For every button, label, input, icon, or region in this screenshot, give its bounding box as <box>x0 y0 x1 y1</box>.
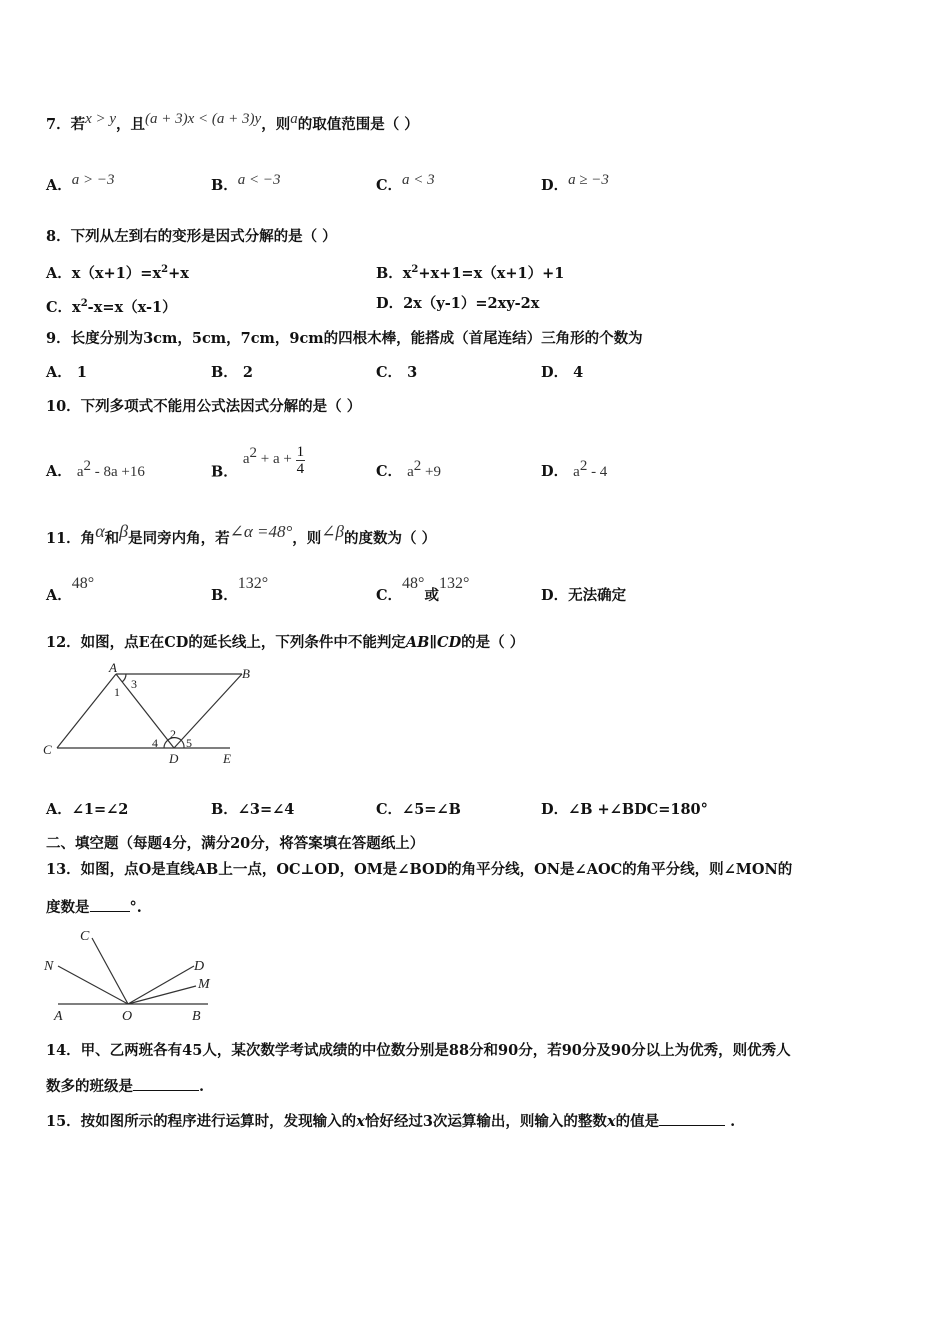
q13-figure <box>40 924 220 1024</box>
q8-option-b-sup: 2 <box>411 264 419 275</box>
q10-option-d-sup: 2 <box>579 458 588 474</box>
q11-stem <box>46 521 437 549</box>
q8-option-a-label: A． <box>46 264 72 282</box>
q7-option-b <box>211 172 281 196</box>
q12-option-c-label: C． <box>376 801 403 818</box>
q13-answer-blank[interactable] <box>90 911 130 912</box>
q15-text-mid: 恰好经过3次运算输出，则输入的整数 <box>364 1113 607 1130</box>
q11-condition: ∠α =48° <box>229 522 293 541</box>
q10-stem: 10．下列多项式不能用公式法因式分解的是（ ） <box>46 398 362 415</box>
q13-label-a: A <box>54 1009 63 1024</box>
q8-stem: 8．下列从左到右的变形是因式分解的是（ ） <box>46 228 337 245</box>
q7-option-b-label: B． <box>211 177 238 194</box>
q12-option-a <box>46 800 128 820</box>
q12-label-2: 2 <box>170 727 176 741</box>
q12-option-a-text: ∠1=∠2 <box>71 801 129 818</box>
q10-option-b-mid: + a + <box>257 450 296 467</box>
q12-label-1: 1 <box>114 685 120 699</box>
q11-option-c-value-1: 48° <box>402 575 425 592</box>
q9-option-d-value: 4 <box>573 364 584 381</box>
q8-option-d-label: D． <box>376 295 404 312</box>
q11-option-b <box>211 575 269 606</box>
q9-option-c-label: C． <box>376 364 403 381</box>
q12-figure <box>40 660 250 770</box>
q8-option-a <box>46 260 189 284</box>
q10-option-b-base: a <box>242 450 250 467</box>
q13-line-1: 13．如图，点O是直线AB上一点，OC⊥OD，OM是∠BOD的角平分线，ON是∠AOC的角平分线，则∠MON的 <box>46 861 793 878</box>
q13-label-m: M <box>198 977 210 992</box>
q10-option-a <box>46 456 145 482</box>
q7-option-b-expr: a < −3 <box>237 172 281 188</box>
q11-option-c-label: C． <box>376 587 403 604</box>
q12-label-5: 5 <box>186 736 192 750</box>
q8-option-a-sup: 2 <box>161 264 169 275</box>
q10-option-d-base: a <box>573 463 580 480</box>
q14-text-pre: 数多的班级是 <box>46 1078 133 1095</box>
q7-text-2: ，且 <box>116 116 146 133</box>
q11-option-c-or: 或 <box>424 587 439 604</box>
q12-label-c: C <box>43 742 52 757</box>
q11-option-b-value: 132° <box>237 575 269 592</box>
q10-option-d <box>541 456 607 482</box>
q13-line-2 <box>46 898 142 918</box>
q9-option-c <box>376 363 417 383</box>
q10-option-c-label: C． <box>376 462 403 480</box>
q10-option-c-rest: +9 <box>421 463 441 480</box>
q12-option-b-label: B． <box>211 801 238 818</box>
q7-option-a <box>46 172 115 196</box>
q13-text-post: °. <box>129 899 142 916</box>
q12-option-b <box>211 800 294 820</box>
q12-label-3: 3 <box>131 677 137 691</box>
q11-beta: β <box>119 521 129 541</box>
q10-option-a-base: a <box>76 463 84 480</box>
q11-text-4: 的度数为（ ） <box>344 530 437 547</box>
q12-option-c-text: ∠5=∠B <box>402 801 461 818</box>
q11-option-d-text: 无法确定 <box>568 587 627 604</box>
q15-text-end: . <box>730 1113 736 1130</box>
q12-angle-arc-3 <box>122 674 126 682</box>
q7-option-a-label: A． <box>46 177 72 194</box>
q7-stem <box>46 111 419 135</box>
q8-option-d-text: 2x（y-1）=2xy-2x <box>403 295 540 312</box>
q10-option-a-label: A． <box>46 462 72 480</box>
q12-label-e: E <box>223 751 231 766</box>
q14-text-post: . <box>199 1078 205 1095</box>
q10-option-b-fraction <box>296 444 306 477</box>
q8-option-c-sup: 2 <box>80 298 88 309</box>
q12-label-d: D <box>169 751 179 766</box>
q9-option-d <box>541 363 583 383</box>
q12-option-d-text: ∠B +∠BDC=180° <box>568 801 708 818</box>
q10-option-c-base: a <box>407 463 414 480</box>
q8-option-a-post: +x <box>168 264 189 282</box>
q10-option-c <box>376 456 441 482</box>
q7-expr-inequality: (a + 3)x < (a + 3)y <box>145 111 262 127</box>
q11-option-a-label: A． <box>46 587 72 604</box>
q10-option-d-rest: - 4 <box>587 463 608 480</box>
q15-answer-blank[interactable] <box>659 1125 725 1126</box>
q9-option-a-value: 1 <box>76 364 87 381</box>
q10-option-d-label: D． <box>541 462 569 480</box>
q10-option-b-sup: 2 <box>249 444 257 461</box>
q12-line-ac <box>57 674 116 748</box>
q11-option-c-value-2: 132° <box>438 575 470 592</box>
q12-stem <box>46 633 524 653</box>
q8-option-b <box>376 260 564 284</box>
q11-option-d-label: D． <box>541 587 569 604</box>
q8-option-c-label: C． <box>46 298 73 316</box>
q8-option-b-post: +x+1=x（x+1）+1 <box>418 264 565 282</box>
q13-label-o: O <box>122 1009 133 1024</box>
q11-angle-beta: ∠β <box>321 522 345 541</box>
q12-option-b-text: ∠3=∠4 <box>237 801 295 818</box>
q11-and: 和 <box>104 530 120 547</box>
q7-expr-a: a <box>290 111 298 127</box>
q8-option-d <box>376 294 539 314</box>
q11-option-b-label: B． <box>211 587 238 604</box>
q13-ray-od <box>128 966 194 1004</box>
q14-line-2 <box>46 1077 204 1097</box>
q8-option-b-pre: x <box>402 264 412 282</box>
q11-option-a-value: 48° <box>71 575 95 592</box>
q12-option-c <box>376 800 461 820</box>
q11-option-a <box>46 575 95 606</box>
q7-number: 7． <box>46 116 71 133</box>
q15-var-x-2: x <box>606 1113 616 1130</box>
q11-option-c <box>376 575 470 606</box>
q15-text-post: 的值是 <box>615 1113 660 1130</box>
q8-option-a-pre: x（x+1）=x <box>71 264 162 282</box>
q11-text-2: 是同旁内角，若 <box>128 530 230 547</box>
q11-number: 11．角 <box>46 530 96 547</box>
q7-option-d-label: D． <box>541 177 569 194</box>
q7-expr-x-gt-y: x > y <box>85 111 117 127</box>
q15-var-x-1: x <box>356 1113 365 1130</box>
q9-option-b-label: B． <box>211 364 238 381</box>
q8-option-b-label: B． <box>376 264 403 282</box>
q13-label-c: C <box>80 929 90 944</box>
q13-text-pre: 度数是 <box>46 899 90 916</box>
q8-option-c-pre: x <box>72 298 81 316</box>
q9-option-c-value: 3 <box>407 364 418 381</box>
q8-option-c <box>46 294 177 318</box>
q12-label-a: A <box>109 660 117 675</box>
q9-option-b <box>211 363 253 383</box>
q12-option-d-label: D． <box>541 801 569 818</box>
q7-option-d-expr: a ≥ −3 <box>568 172 609 188</box>
q12-label-b: B <box>242 666 250 681</box>
section-2-heading: 二、填空题（每题4分，满分20分，将答案填在答题纸上） <box>46 835 425 852</box>
q7-text-1: 若 <box>70 116 86 133</box>
q7-option-c <box>376 172 435 196</box>
q9-option-a <box>46 363 87 383</box>
q10-option-b-numerator: 1 <box>296 444 305 460</box>
q12-label-4: 4 <box>152 736 158 750</box>
q9-stem: 9．长度分别为3cm，5cm，7cm，9cm的四根木棒，能搭成（首尾连结）三角形的个数为 <box>46 330 643 347</box>
q7-option-c-expr: a < 3 <box>402 172 435 188</box>
q7-option-a-expr: a > −3 <box>71 172 115 188</box>
q9-option-a-label: A． <box>46 364 72 381</box>
q12-angle-arc-4 <box>164 740 168 748</box>
q12-angle-arc-5 <box>181 740 184 748</box>
q7-option-c-label: C． <box>376 177 403 194</box>
q10-option-b-label: B． <box>211 463 238 481</box>
q12-line-ad <box>116 674 174 748</box>
q12-text-pre: 12．如图，点E在CD的延长线上，下列条件中不能判定 <box>46 634 406 651</box>
q12-line-bd <box>174 674 242 748</box>
q15-stem <box>46 1112 735 1132</box>
q14-line-1: 14．甲、乙两班各有45人，某次数学考试成绩的中位数分别是88分和90分，若90分及90分以上为优秀，则优秀人 <box>46 1042 791 1059</box>
q10-option-b-denominator: 4 <box>296 461 305 477</box>
q15-text-pre: 15．按如图所示的程序进行运算时，发现输入的 <box>46 1113 357 1130</box>
q13-label-b: B <box>192 1009 201 1024</box>
q13-ray-om <box>128 986 196 1004</box>
q13-label-d: D <box>194 959 205 974</box>
q7-text-3: ，则 <box>261 116 291 133</box>
q10-option-a-rest: - 8a +16 <box>91 463 145 480</box>
q14-answer-blank[interactable] <box>133 1090 199 1091</box>
q10-option-a-sup: 2 <box>83 458 91 474</box>
q12-option-d <box>541 800 708 820</box>
q9-option-b-value: 2 <box>242 364 253 381</box>
q11-text-3: ，则 <box>292 530 322 547</box>
q12-option-a-label: A． <box>46 801 72 818</box>
q7-text-4: 的取值范围是（ ） <box>297 116 419 133</box>
q10-option-c-sup: 2 <box>413 458 422 474</box>
q12-text-post: 的是（ ） <box>461 634 525 651</box>
q7-option-d <box>541 172 609 196</box>
q8-option-c-post: -x=x（x-1） <box>87 298 177 316</box>
q9-option-d-label: D． <box>541 364 569 381</box>
q12-text-math: AB∥CD <box>405 634 462 651</box>
q11-alpha: α <box>95 521 105 541</box>
q11-option-d <box>541 586 626 606</box>
q13-label-n: N <box>44 959 54 974</box>
q10-option-b <box>211 444 305 489</box>
